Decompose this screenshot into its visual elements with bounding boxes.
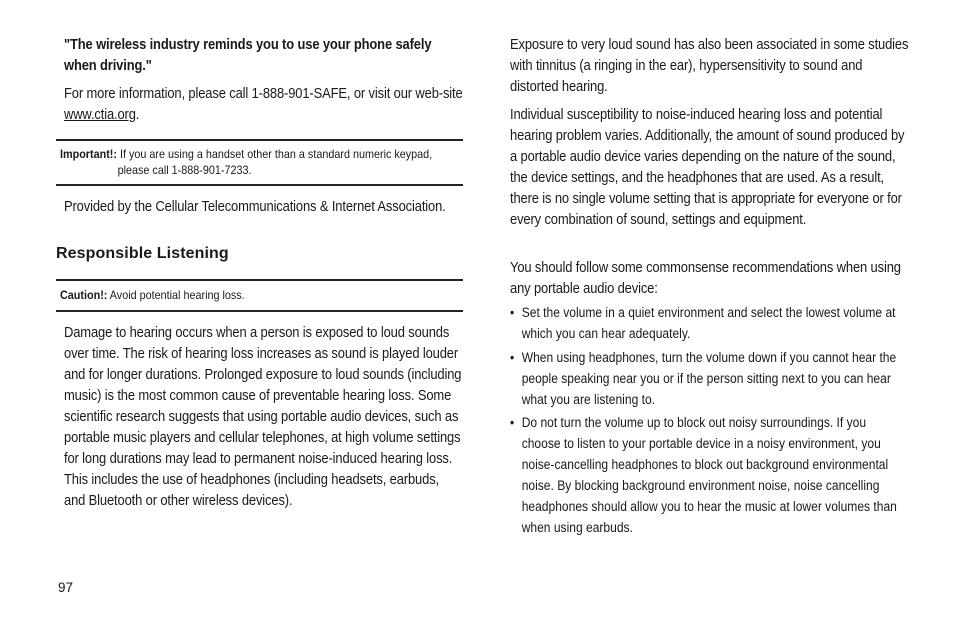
list-item-text: Set the volume in a quiet environment and select the lowest volume at which you can hear adequately. <box>521 305 896 341</box>
provided-paragraph: Provided by the Cellular Telecommunications & Internet Association. <box>64 199 446 215</box>
divider <box>56 139 463 141</box>
bullet: • <box>510 350 515 365</box>
bullet: • <box>510 415 515 430</box>
ctia-link[interactable]: www.ctia.org <box>64 107 136 123</box>
list-item <box>510 412 906 538</box>
info-text: For more information, please call 1-888-901-SAFE, or visit our web-site <box>64 86 463 102</box>
important-note <box>60 147 456 178</box>
page-number: 97 <box>58 580 74 595</box>
caution-label: Caution!: <box>60 288 108 302</box>
info-paragraph <box>64 84 464 126</box>
exposure-paragraph: Exposure to very loud sound has also been associated in some studies with tinnitus (a ringing in the ear), hypersensitivity to sound and distorted hearing. <box>510 37 909 95</box>
damage-paragraph: Damage to hearing occurs when a person is exposed to loud sounds over time. The risk of hearing loss increases as sound is played louder and for longer durations. Prolonged exposure to loud sounds (including music) is the most common cause of preventable hearing loss. Some scientific research suggests that using portable audio devices, such as portable music players and cellular telephones, at high volume settings for long durations may lead to permanent noise-induced hearing loss. This includes the use of headphones (including headsets, earbuds, and Bluetooth or other wireless devices). <box>64 325 462 509</box>
list-item-text: Do not turn the volume up to block out noisy surroundings. If you choose to listen to your portable device in a noisy environment, you noise-cancelling headphones to block out background environmental noise. By blocking background environment noise, noise cancelling headphones should allow you to hear the music at lower volumes than when using earbuds. <box>521 415 897 535</box>
important-text: If you are using a handset other than a standard numeric keypad, <box>116 147 433 161</box>
list-item <box>510 302 906 344</box>
divider <box>56 184 463 186</box>
divider <box>56 279 463 281</box>
recommendations-paragraph: You should follow some commonsense recommendations when using any portable audio device: <box>510 260 901 297</box>
info-suffix: . <box>135 107 140 123</box>
list-item <box>510 347 906 410</box>
important-label: Important!: <box>60 147 117 161</box>
susceptibility-paragraph: Individual susceptibility to noise-induced hearing loss and potential hearing problem varies. Additionally, the amount of sound produced by a portable audio device varies depending on the nature of the sound, the device settings, and the headphones that are used. As a result, there is no single volume setting that is appropriate for everyone or for every combination of sound, settings and equipment. <box>510 107 905 228</box>
divider <box>56 310 463 312</box>
bullet: • <box>510 305 515 320</box>
caution-text: Avoid potential hearing loss. <box>107 288 245 302</box>
important-text-continued: please call 1-888-901-7233. <box>117 162 252 177</box>
caution-note <box>60 288 456 304</box>
safety-quote: "The wireless industry reminds you to use your phone safely when driving." <box>64 37 432 74</box>
list-item-text: When using headphones, turn the volume down if you cannot hear the people speaking near you or if the person sitting next to you can hear what you are listening to. <box>521 350 897 407</box>
section-heading: Responsible Listening <box>56 245 229 262</box>
